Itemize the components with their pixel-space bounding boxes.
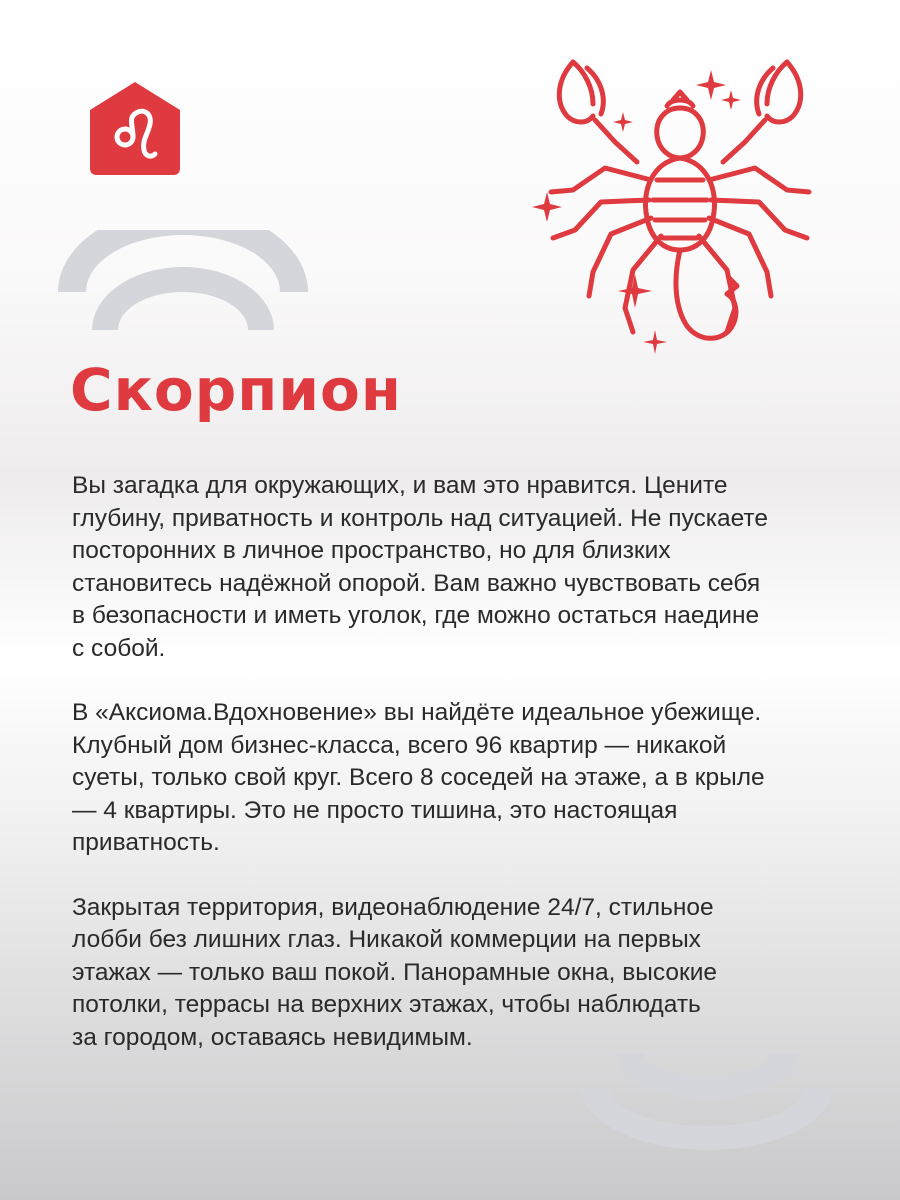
leo-symbol-house-icon <box>88 80 182 176</box>
arcs-decoration-top <box>58 230 308 330</box>
paragraph-complex: В «Аксиома.Вдохновение» вы найдёте идеальное убежище. Клубный дом бизнес-класса, всего 96 квартир — никакой суеты, только свой круг. Всего 8 соседей на этаже, а в крыле — 4 квартиры. Это не просто тишина, это настоящая приватность. <box>72 699 765 856</box>
description-text <box>72 470 852 1086</box>
paragraph-intro: Вы загадка для окружающих, и вам это нравится. Цените глубину, приватность и контроль над ситуацией. Не пускаете посторонних в личное пространство, но для близких становитесь надёжной опорой. Вам важно чувствовать себя в безопасности и иметь уголок, где можно остаться наедине с собой. <box>72 472 768 662</box>
page-title: Скорпион <box>70 356 402 424</box>
scorpion-illustration-icon <box>515 50 845 370</box>
paragraph-features: Закрытая территория, видеонаблюдение 24/7, стильное лобби без лишних глаз. Никакой коммерции на первых этажах — только ваш покой. Панорамные окна, высокие потолки, террасы на верхних этажах, чтобы наблюдать за городом, оставаясь невидимым. <box>72 893 718 1051</box>
